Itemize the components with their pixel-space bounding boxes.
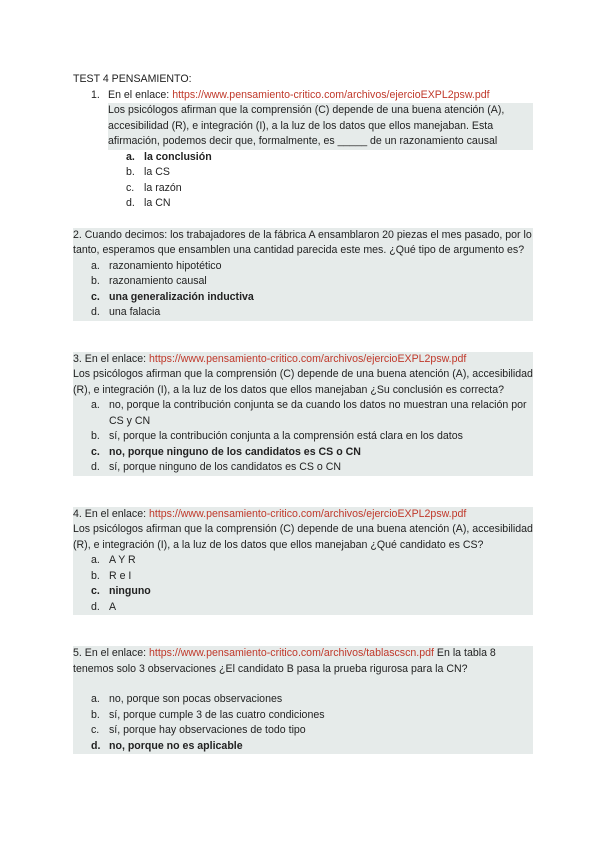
question-1-option-b: b. la CS xyxy=(126,166,170,178)
document-page xyxy=(73,72,533,754)
question-5-option-d: d. no, porque no es aplicable xyxy=(91,739,243,752)
question-5-text: En la tabla 8 tenemos solo 3 observaciones ¿El candidato B pasa la prueba rigurosa para la CN? xyxy=(73,647,496,675)
question-3-link[interactable]: https://www.pensamiento-critico.com/archivos/ejercioEXPL2psw.pdf xyxy=(148,352,467,365)
question-5-options xyxy=(73,692,533,754)
question-5-prefix: 5. En el enlace: xyxy=(73,647,149,659)
question-4-option-a: a. A Y R xyxy=(91,554,136,566)
question-5-option-a: a. no, porque son pocas observaciones xyxy=(91,693,283,705)
question-1-link[interactable]: https://www.pensamiento-critico.com/archivos/ejercioEXPL2psw.pdf xyxy=(172,88,490,101)
question-4 xyxy=(73,507,533,616)
question-1-option-c: c. la razón xyxy=(126,181,182,194)
question-1-option-d: d. la CN xyxy=(126,197,171,209)
question-1-number: 1. xyxy=(91,88,100,101)
question-1-prefix: En el enlace: xyxy=(108,88,173,101)
question-2-option-d: d. una falacia xyxy=(91,306,161,318)
question-5-option-c: c. sí, porque hay observaciones de todo tipo xyxy=(91,724,306,736)
question-2-options xyxy=(73,259,533,321)
question-5-spacer xyxy=(73,677,533,692)
question-2-option-a: a. razonamiento hipotético xyxy=(91,259,222,272)
question-2-text: 2. Cuando decimos: los trabajadores de la fábrica A ensamblaron 20 piezas el mes pasado, por lo tanto, esperamos que ensamblen una cantidad parecida este mes. ¿Qué tipo de argumento es? xyxy=(73,228,533,259)
question-4-options xyxy=(73,553,533,615)
question-1-option-a: a. la conclusión xyxy=(126,150,212,163)
question-3-options xyxy=(73,398,533,476)
question-1 xyxy=(91,88,533,212)
question-4-text: Los psicólogos afirman que la comprensión (C) depende de una buena atención (A), accesibilidad (R), e integración (I), a la luz de los datos que ellos manejaban ¿Qué candidato es CS? xyxy=(73,522,533,553)
question-3 xyxy=(73,352,533,476)
question-3-option-a: a. no, porque la contribución conjunta se da cuando los datos no muestran una relación por CS y CN xyxy=(91,399,527,427)
question-3-option-c: c. no, porque ninguno de los candidatos es CS o CN xyxy=(91,445,361,458)
question-2-option-b: b. razonamiento causal xyxy=(91,275,207,287)
question-5-link[interactable]: https://www.pensamiento-critico.com/archivos/tablascscn.pdf xyxy=(148,647,434,659)
question-5 xyxy=(73,646,533,754)
question-4-option-d: d. A xyxy=(91,600,117,613)
question-4-option-c: c. ninguno xyxy=(91,585,151,597)
question-4-prefix: 4. En el enlace: xyxy=(73,507,149,520)
question-3-option-b: b. sí, porque la contribución conjunta a la comprensión está clara en los datos xyxy=(91,430,463,442)
question-2-option-c: c. una generalización inductiva xyxy=(91,290,254,303)
question-3-prefix: 3. En el enlace: xyxy=(73,352,149,365)
question-2 xyxy=(73,228,533,321)
question-4-link[interactable]: https://www.pensamiento-critico.com/archivos/ejercioEXPL2psw.pdf xyxy=(148,507,467,520)
question-4-option-b: b. R e I xyxy=(91,569,132,582)
question-3-text: Los psicólogos afirman que la comprensión (C) depende de una buena atención (A), accesibilidad (R), e integración (I), a la luz de los datos que ellos manejaban ¿Su conclusión es correcta? xyxy=(73,367,533,398)
question-3-option-d: d. sí, porque ninguno de los candidatos es CS o CN xyxy=(91,461,342,473)
question-1-options xyxy=(108,150,533,212)
document-title: TEST 4 PENSAMIENTO: xyxy=(73,73,192,85)
question-5-option-b: b. sí, porque cumple 3 de las cuatro condiciones xyxy=(91,708,325,721)
question-1-text: Los psicólogos afirman que la comprensión (C) depende de una buena atención (A), accesibilidad (R), e integración (I), a la luz de los datos que ellos manejaban. Esta afirmación, podemos decir que, formalmente, es _____ de un razonamiento causal xyxy=(108,103,533,150)
